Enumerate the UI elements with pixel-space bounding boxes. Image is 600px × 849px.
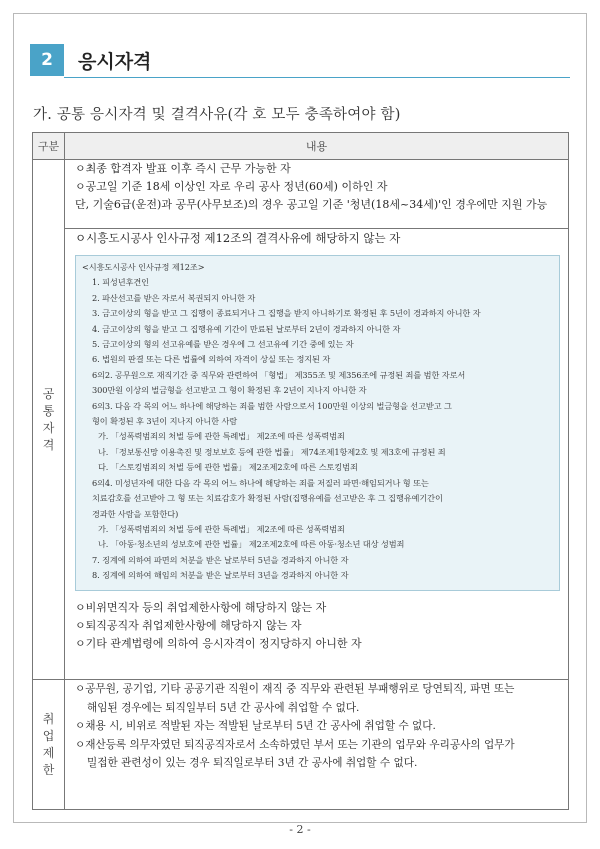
rule-line: 경과한 사람을 포함한다) (92, 508, 179, 519)
rule-line: 다. 「스토킹범죄의 처벌 등에 관한 법률」 제2조제2호에 따른 스토킹범죄 (98, 462, 358, 473)
rule-line: 3. 금고이상의 형을 받고 그 집행이 종료되거나 그 집행을 받지 아니하기로 확정된 후 5년이 경과하지 아니한 자 (92, 308, 481, 319)
rule-line: 1. 피성년후견인 (92, 277, 149, 288)
common-basic-cell (65, 160, 569, 229)
section-header (30, 44, 570, 78)
list-item: ㅇ공무원, 공기업, 기타 공공기관 직원이 재직 중 직무와 관련된 부패행위로 당연퇴직, 파면 또는 (75, 683, 515, 695)
employment-restriction-label (33, 680, 65, 810)
list-item: ㅇ최종 합격자 발표 이후 즉시 근무 가능한 자 (75, 162, 291, 175)
list-item-continuation: 밀접한 관련성이 있는 경우 퇴직일로부터 3년 간 공사에 취업할 수 없다. (87, 757, 418, 770)
label-char: 한 (42, 762, 55, 777)
rule-line: 8. 징계에 의하여 해임의 처분을 받은 날로부터 3년을 경과하지 아니한 자 (92, 570, 349, 581)
rule-line: 가. 「성폭력범죄의 처벌 등에 관한 특례법」 제2조에 따른 성폭력범죄 (98, 431, 345, 442)
list-item: ㅇ시흥도시공사 인사규정 제12조의 결격사유에 해당하지 않는 자 (75, 231, 401, 245)
common-qualification-label (33, 160, 65, 680)
disqualification-cell (65, 229, 569, 680)
section-title: 응시자격 (78, 51, 152, 73)
table-header-row (33, 133, 569, 160)
rule-line: <시흥도시공사 인사규정 제12조> (82, 262, 205, 272)
rule-line: 4. 금고이상의 형을 받고 그 집행유예 기간이 만료된 날로부터 2년이 경과하지 아니한 자 (92, 323, 401, 334)
list-item-continuation: 해임된 경우에는 퇴직일부터 5년 간 공사에 취업할 수 없다. (87, 701, 360, 714)
label-char: 통 (42, 403, 55, 418)
header-category: 구분 (33, 133, 65, 160)
list-item: ㅇ퇴직공직자 취업제한사항에 해당하지 않는 자 (75, 618, 302, 632)
table-row-common-1 (33, 160, 569, 229)
rule-line: 6의3. 다음 각 목의 어느 하나에 해당하는 죄를 범한 사람으로서 100만원 이상의 벌금형을 선고받고 그 (92, 400, 452, 411)
rule-line: 300만원 이상의 벌금형을 선고받고 그 형이 확정된 후 2년이 지나지 아니한 자 (92, 385, 367, 396)
list-item: ㅇ비위면직자 등의 취업제한사항에 해당하지 않는 자 (75, 600, 327, 614)
label-char: 자 (42, 420, 55, 435)
label-char: 제 (42, 745, 55, 760)
header-content: 내용 (65, 133, 569, 160)
list-item: ㅇ기타 관계법령에 의하여 응시자격이 정지당하지 아니한 자 (75, 636, 362, 650)
label-char: 업 (42, 728, 55, 743)
table-row-restriction (33, 680, 569, 810)
restriction-cell (65, 680, 569, 810)
label-char: 공 (42, 386, 55, 401)
rule-line: 7. 징계에 의하여 파면의 처분을 받은 날로부터 5년을 경과하지 아니한 자 (92, 554, 349, 565)
list-item: 단, 기술6급(운전)과 공무(사무보조)의 경우 공고일 기준 '청년(18세~34세)'인 경우에만 지원 가능 (75, 198, 548, 211)
table-row-common-2 (33, 229, 569, 680)
rule-line: 6의2. 공무원으로 재직기간 중 직무와 관련하여 「형법」 제355조 및 제356조에 규정된 죄를 범한 자로서 (92, 369, 466, 380)
hr-regulation-box (75, 255, 560, 591)
rule-line: 형이 확정된 후 3년이 지나지 아니한 사람 (92, 416, 238, 427)
subheading: 가. 공통 응시자격 및 결격사유(각 호 모두 충족하여야 함) (33, 107, 401, 123)
list-item: ㅇ재산등록 의무자였던 퇴직공직자로서 소속하였던 부서 또는 기관의 업무와 우리공사의 업무가 (75, 738, 515, 751)
rule-line: 6의4. 미성년자에 대한 다음 각 목의 어느 하나에 해당하는 죄를 저질러 파면·해임되거나 형 또는 (92, 477, 429, 488)
section-number-badge: 2 (30, 44, 64, 76)
rule-line: 나. 「아동·청소년의 성보호에 관한 법률」 제2조제2호에 따른 아동·청소년 대상 성범죄 (98, 539, 405, 550)
rule-line: 5. 금고이상의 형의 선고유예를 받은 경우에 그 선고유예 기간 중에 있는 자 (92, 339, 354, 350)
list-item: ㅇ채용 시, 비위로 적발된 자는 적발된 날로부터 5년 간 공사에 취업할 수 없다. (75, 720, 436, 733)
rule-line: 나. 「정보통신망 이용촉진 및 정보보호 등에 관한 법률」 제74조제1항제2호 및 제3호에 규정된 죄 (98, 446, 446, 457)
page-number: - 2 - (289, 823, 311, 836)
rule-line: 2. 파산선고를 받은 자로서 복권되지 아니한 자 (92, 292, 256, 303)
rule-line: 치료감호를 선고받아 그 형 또는 치료감호가 확정된 사람(집행유예를 선고받은 후 그 집행유예기간이 (92, 493, 443, 504)
section-underline (64, 77, 570, 78)
rule-line: 가. 「성폭력범죄의 처벌 등에 관한 특례법」 제2조에 따른 성폭력범죄 (98, 523, 345, 534)
rule-line: 6. 법원의 판결 또는 다른 법률에 의하여 자격이 상실 또는 정지된 자 (92, 354, 331, 365)
qualification-table (32, 132, 569, 810)
label-char: 격 (42, 437, 55, 452)
list-item: ㅇ공고일 기준 18세 이상인 자로 우리 공사 정년(60세) 이하인 자 (75, 180, 388, 193)
label-char: 취 (42, 711, 55, 726)
